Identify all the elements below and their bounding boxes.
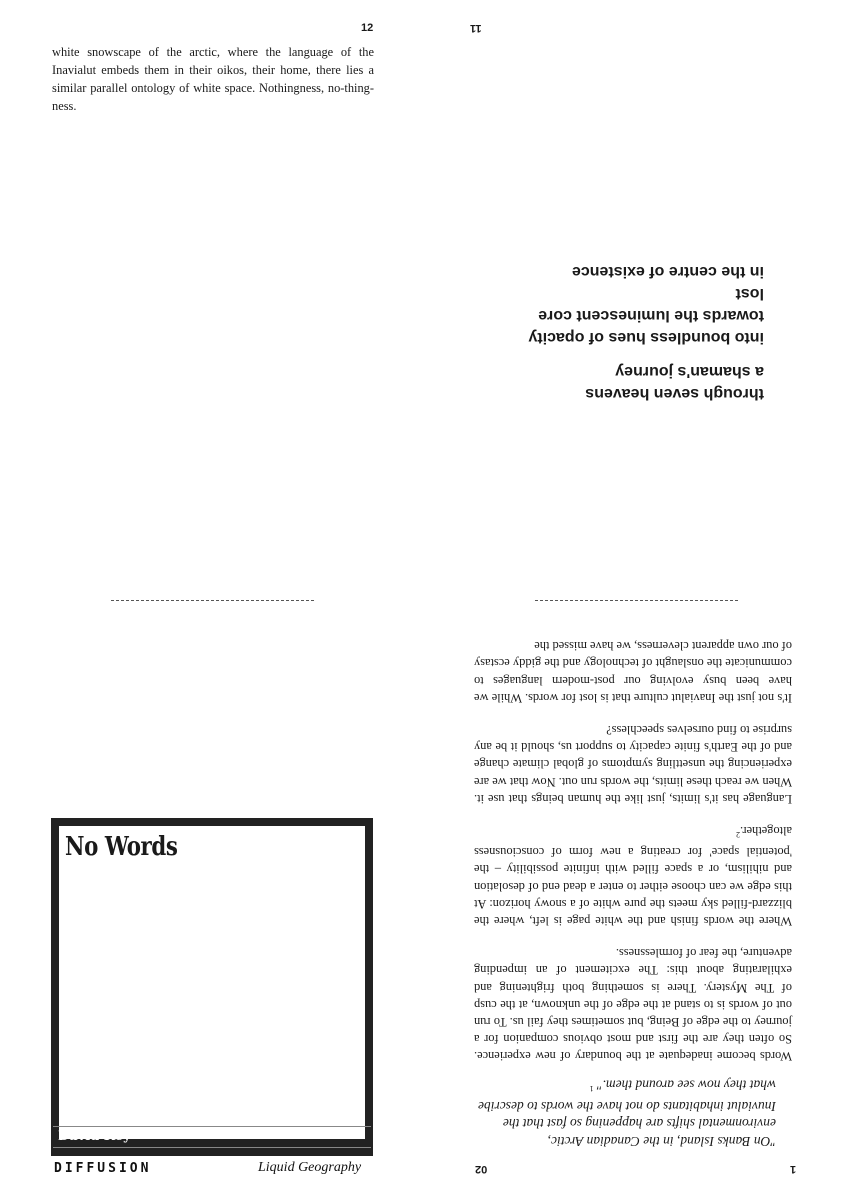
page-number-11: 11 xyxy=(470,22,482,34)
paragraph-3: Language has it's limits, just like the human beings that use it. When we reach these limits, the words run out. Now that we are experiencing the unsettling symptoms of global climate change and of the Earth's finite capacity to support us, should it be any surprise to find ourselves speechless? xyxy=(474,722,792,806)
poem-line: in the centre of existence xyxy=(571,263,764,280)
page-number-1: 1 xyxy=(790,1163,797,1175)
poem-stanza-1 xyxy=(440,360,764,404)
diffusion-logo: DIFFUSION xyxy=(54,1161,152,1176)
footnote-marker: 2 xyxy=(736,830,741,840)
paragraph-1: Words become inadequate at the boundary of new experience. So often they are the first and most obvious companion for a journey to the edge of Being, but sometimes they fail us. To run out of words is to stand at the edge of the unknown, at the cusp of The Mystery. There is something both frightening and exhilarating about this: The excitement of an impending adventure, the fear of formlessness. xyxy=(474,946,792,1064)
cover-title: No Words xyxy=(65,832,178,862)
cover-white-area xyxy=(58,825,366,1140)
paragraph-2-text: Where the words finish and the white page is left, where the blizzard-filled sky meets the pure white of a snowy horizon: At this edge we can choose either to enter a dead end of desolation and nihilism, or a space filled with infinite possibility – the 'potential space' for creating a new form of consciousness altogether. xyxy=(474,823,792,929)
dashed-divider-left xyxy=(111,600,314,601)
page-number-02: 02 xyxy=(475,1163,488,1175)
poem-line: through seven heavens xyxy=(585,385,764,402)
cover-author: David Key xyxy=(58,1129,131,1144)
page-02-body xyxy=(474,620,792,1150)
quote-text: "On Banks Island, in the Canadian Arctic, environmental shifts are happening so fast that the Inuvialut inhabitants do not have the words to describe what they now see around them." xyxy=(478,1078,776,1149)
footnote-marker: 1 xyxy=(589,1084,594,1094)
poem-line: into boundless hues of opacity xyxy=(528,329,764,346)
poem-line: lost xyxy=(735,285,764,302)
series-title: Liquid Geography xyxy=(258,1160,362,1175)
page-number-12: 12 xyxy=(361,22,374,34)
paragraph-4: It's not just the Inavialut culture that is lost for words. While we have been busy evolving our post-modern languages to communicate the onslaught of technology and the giddy ecstasy of our own apparent cleverness, we have missed the xyxy=(474,639,792,705)
cover-panel xyxy=(51,818,373,1156)
paragraph-2 xyxy=(474,822,792,929)
poem-stanza-2 xyxy=(440,260,764,348)
opening-quote xyxy=(474,1077,776,1151)
poem xyxy=(440,264,764,404)
poem-line: towards the luminescent core xyxy=(538,307,764,324)
poem-line: a shaman's journey xyxy=(615,363,764,380)
dashed-divider-right xyxy=(535,600,738,601)
page-12-paragraph: white snowscape of the arctic, where the language of the Inavialut embeds them in their oikos, their home, there lies a similar parallel ontology of white space. Nothingness, no-thing-ness. xyxy=(52,45,374,113)
page-12-body-text xyxy=(52,43,374,115)
